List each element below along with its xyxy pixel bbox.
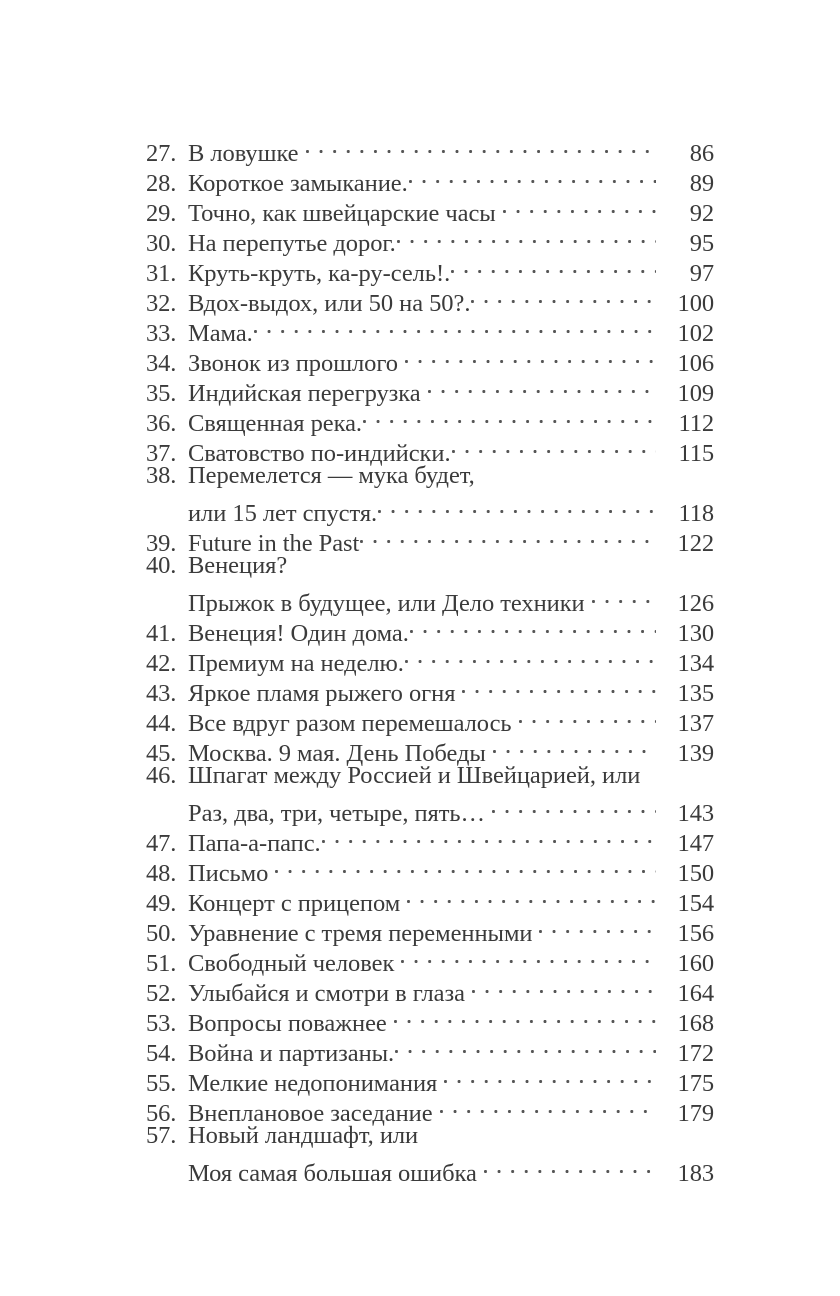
toc-entry-title: Индийская перегрузка [188, 380, 421, 407]
toc-entry-title: В ловушке [188, 140, 299, 167]
toc-entry-title: Свободный человек [188, 950, 395, 977]
toc-entry-number: 50. [146, 920, 177, 947]
toc-entry-title: Война и партизаны. [188, 1040, 395, 1067]
toc-dot-leader [306, 131, 656, 161]
toc-entry-number: 40. [146, 552, 177, 579]
toc-entry-page-number: 150 [677, 860, 714, 887]
toc-entry-title: Прыжок в будущее, или Дело техники [188, 590, 585, 617]
toc-entry-title: Шпагат между Россией и Швейцарией, или [188, 762, 641, 789]
toc-entry-title: Мама. [188, 320, 253, 347]
toc-dot-leader [409, 161, 656, 191]
toc-entry-page-number: 160 [677, 950, 714, 977]
toc-entry-title: Новый ландшафт, или [188, 1122, 419, 1149]
toc-dot-leader [428, 371, 656, 401]
toc-entry-title: Future in the Past [188, 530, 360, 557]
toc-dot-leader [397, 221, 656, 251]
toc-dot-leader [378, 491, 656, 521]
toc-entry-title: Моя самая большая ошибка [188, 1160, 477, 1187]
toc-entry-page-number: 86 [689, 140, 714, 167]
toc-entry-title: Все вдруг разом перемешалось [188, 710, 512, 737]
toc-entry-page-number: 135 [677, 680, 714, 707]
toc-entry-page-number: 137 [677, 710, 714, 737]
toc-entry-title: Вдох-выдох, или 50 на 50?. [188, 290, 471, 317]
toc-entry-page-number: 139 [677, 740, 714, 767]
toc-entry-page-number: 134 [677, 650, 714, 677]
toc-entry-title: На перепутье дорог. [188, 230, 396, 257]
toc-entry-number: 55. [146, 1070, 177, 1097]
toc-entry-title: Сватовство по-индийски. [188, 440, 451, 467]
toc-dot-leader [592, 581, 656, 611]
toc-entry-number: 28. [146, 170, 177, 197]
toc-entry-number: 46. [146, 762, 177, 789]
toc-entry-number: 57. [146, 1122, 177, 1149]
toc-entry-number: 52. [146, 980, 177, 1007]
toc-entry-page-number: 102 [677, 320, 714, 347]
toc-entry-title: Венеция? [188, 552, 288, 579]
toc-entry-number: 34. [146, 350, 177, 377]
toc-entry-page-number: 179 [677, 1100, 714, 1127]
toc-dot-leader [407, 881, 656, 911]
toc-entry-page-number: 92 [689, 200, 714, 227]
toc-entry-title: Премиум на неделю. [188, 650, 404, 677]
toc-entry-page-number: 97 [689, 260, 714, 287]
toc-entry[interactable] [146, 581, 714, 617]
toc-dot-leader [254, 311, 656, 341]
toc-entry-number: 36. [146, 410, 177, 437]
toc-entry-title: Круть-круть, ка-ру-сель!. [188, 260, 451, 287]
toc-dot-leader [360, 521, 656, 551]
toc-dot-leader [363, 401, 656, 431]
toc-entry[interactable] [146, 131, 714, 167]
toc-entry-number: 48. [146, 860, 177, 887]
toc-entry-number: 45. [146, 740, 177, 767]
toc-entry[interactable] [146, 491, 714, 527]
toc-entry-page-number: 100 [677, 290, 714, 317]
toc-entry-title: Яркое пламя рыжего огня [188, 680, 456, 707]
toc-dot-leader [444, 1061, 656, 1091]
toc-entry-page-number: 112 [678, 410, 714, 437]
toc-entry-number: 53. [146, 1010, 177, 1037]
toc-dot-leader [405, 641, 656, 671]
toc-entry-number: 37. [146, 440, 177, 467]
toc-dot-leader [410, 611, 656, 641]
toc-entry[interactable] [146, 1151, 714, 1187]
toc-entry-number: 27. [146, 140, 177, 167]
toc-dot-leader [322, 821, 656, 851]
toc-dot-leader [462, 671, 656, 701]
toc-entry-page-number: 154 [677, 890, 714, 917]
toc-dot-leader [539, 911, 656, 941]
toc-entry-title: Уравнение с тремя переменными [188, 920, 533, 947]
toc-entry-title: Концерт с прицепом [188, 890, 401, 917]
toc-entry-number: 51. [146, 950, 177, 977]
toc-entry-title: Мелкие недопонимания [188, 1070, 438, 1097]
toc-entry-number: 41. [146, 620, 177, 647]
toc-entry-number: 29. [146, 200, 177, 227]
toc-entry-number: 49. [146, 890, 177, 917]
toc-entry-page-number: 147 [677, 830, 714, 857]
toc-dot-leader [275, 851, 656, 881]
toc-entry-title: Улыбайся и смотри в глаза [188, 980, 465, 1007]
toc-entry-title: Перемелется — мука будет, [188, 462, 475, 489]
toc-entry-page-number: 175 [677, 1070, 714, 1097]
toc-entry-title: Вопросы поважнее [188, 1010, 387, 1037]
toc-entry-page-number: 168 [677, 1010, 714, 1037]
toc-entry[interactable] [146, 791, 714, 827]
toc-dot-leader [472, 971, 656, 1001]
toc-entry-title: Письмо [188, 860, 269, 887]
toc-entry-title: Раз, два, три, четыре, пять… [188, 800, 485, 827]
toc-entry-title: Внеплановое заседание [188, 1100, 433, 1127]
toc-entry-page-number: 130 [677, 620, 714, 647]
toc-entry-page-number: 106 [677, 350, 714, 377]
toc-entry-page-number: 122 [677, 530, 714, 557]
toc-dot-leader [484, 1151, 656, 1181]
toc-dot-leader [395, 1031, 656, 1061]
toc-entry-page-number: 156 [677, 920, 714, 947]
toc-entry-page-number: 118 [678, 500, 714, 527]
toc-entry-number: 42. [146, 650, 177, 677]
toc-entry-number: 44. [146, 710, 177, 737]
toc-entry-title: Венеция! Один дома. [188, 620, 409, 647]
toc-entry[interactable] [146, 461, 714, 491]
toc-entry-title: Короткое замыкание. [188, 170, 408, 197]
toc-entry-page-number: 126 [677, 590, 714, 617]
toc-entry-number: 38. [146, 462, 177, 489]
toc-dot-leader [405, 341, 656, 371]
toc-dot-leader [492, 791, 656, 821]
toc-entry-number: 43. [146, 680, 177, 707]
toc-entry-page-number: 95 [689, 230, 714, 257]
toc-entry-title: Москва. 9 мая. День Победы [188, 740, 486, 767]
toc-entry[interactable] [146, 551, 714, 581]
toc-entry-page-number: 109 [677, 380, 714, 407]
toc-entry-page-number: 89 [689, 170, 714, 197]
toc-entry-number: 30. [146, 230, 177, 257]
toc-dot-leader [503, 191, 656, 221]
toc-dot-leader [394, 1001, 656, 1031]
toc-entry-page-number: 172 [677, 1040, 714, 1067]
toc-entry-page-number: 164 [677, 980, 714, 1007]
toc-dot-leader [451, 251, 656, 281]
toc-entry-page-number: 143 [677, 800, 714, 827]
toc-entry-number: 31. [146, 260, 177, 287]
toc-entry-number: 32. [146, 290, 177, 317]
toc-entry-number: 33. [146, 320, 177, 347]
toc-dot-leader [452, 431, 656, 461]
toc-dot-leader [471, 281, 656, 311]
toc-entry-number: 39. [146, 530, 177, 557]
toc-dot-leader [440, 1091, 656, 1121]
table-of-contents [146, 131, 714, 1187]
toc-dot-leader [519, 701, 656, 731]
toc-entry-title: Священная река. [188, 410, 362, 437]
toc-entry-page-number: 115 [678, 440, 714, 467]
toc-entry[interactable] [146, 761, 714, 791]
toc-entry-number: 47. [146, 830, 177, 857]
toc-entry-number: 54. [146, 1040, 177, 1067]
toc-entry-title: или 15 лет спустя. [188, 500, 378, 527]
toc-entry-title: Папа-а-папс. [188, 830, 321, 857]
toc-entry-title: Звонок из прошлого [188, 350, 398, 377]
toc-dot-leader [401, 941, 656, 971]
toc-entry-title: Точно, как швейцарские часы [188, 200, 496, 227]
toc-entry-page-number: 183 [677, 1160, 714, 1187]
toc-dot-leader [493, 731, 656, 761]
toc-entry-number: 56. [146, 1100, 177, 1127]
toc-entry-number: 35. [146, 380, 177, 407]
